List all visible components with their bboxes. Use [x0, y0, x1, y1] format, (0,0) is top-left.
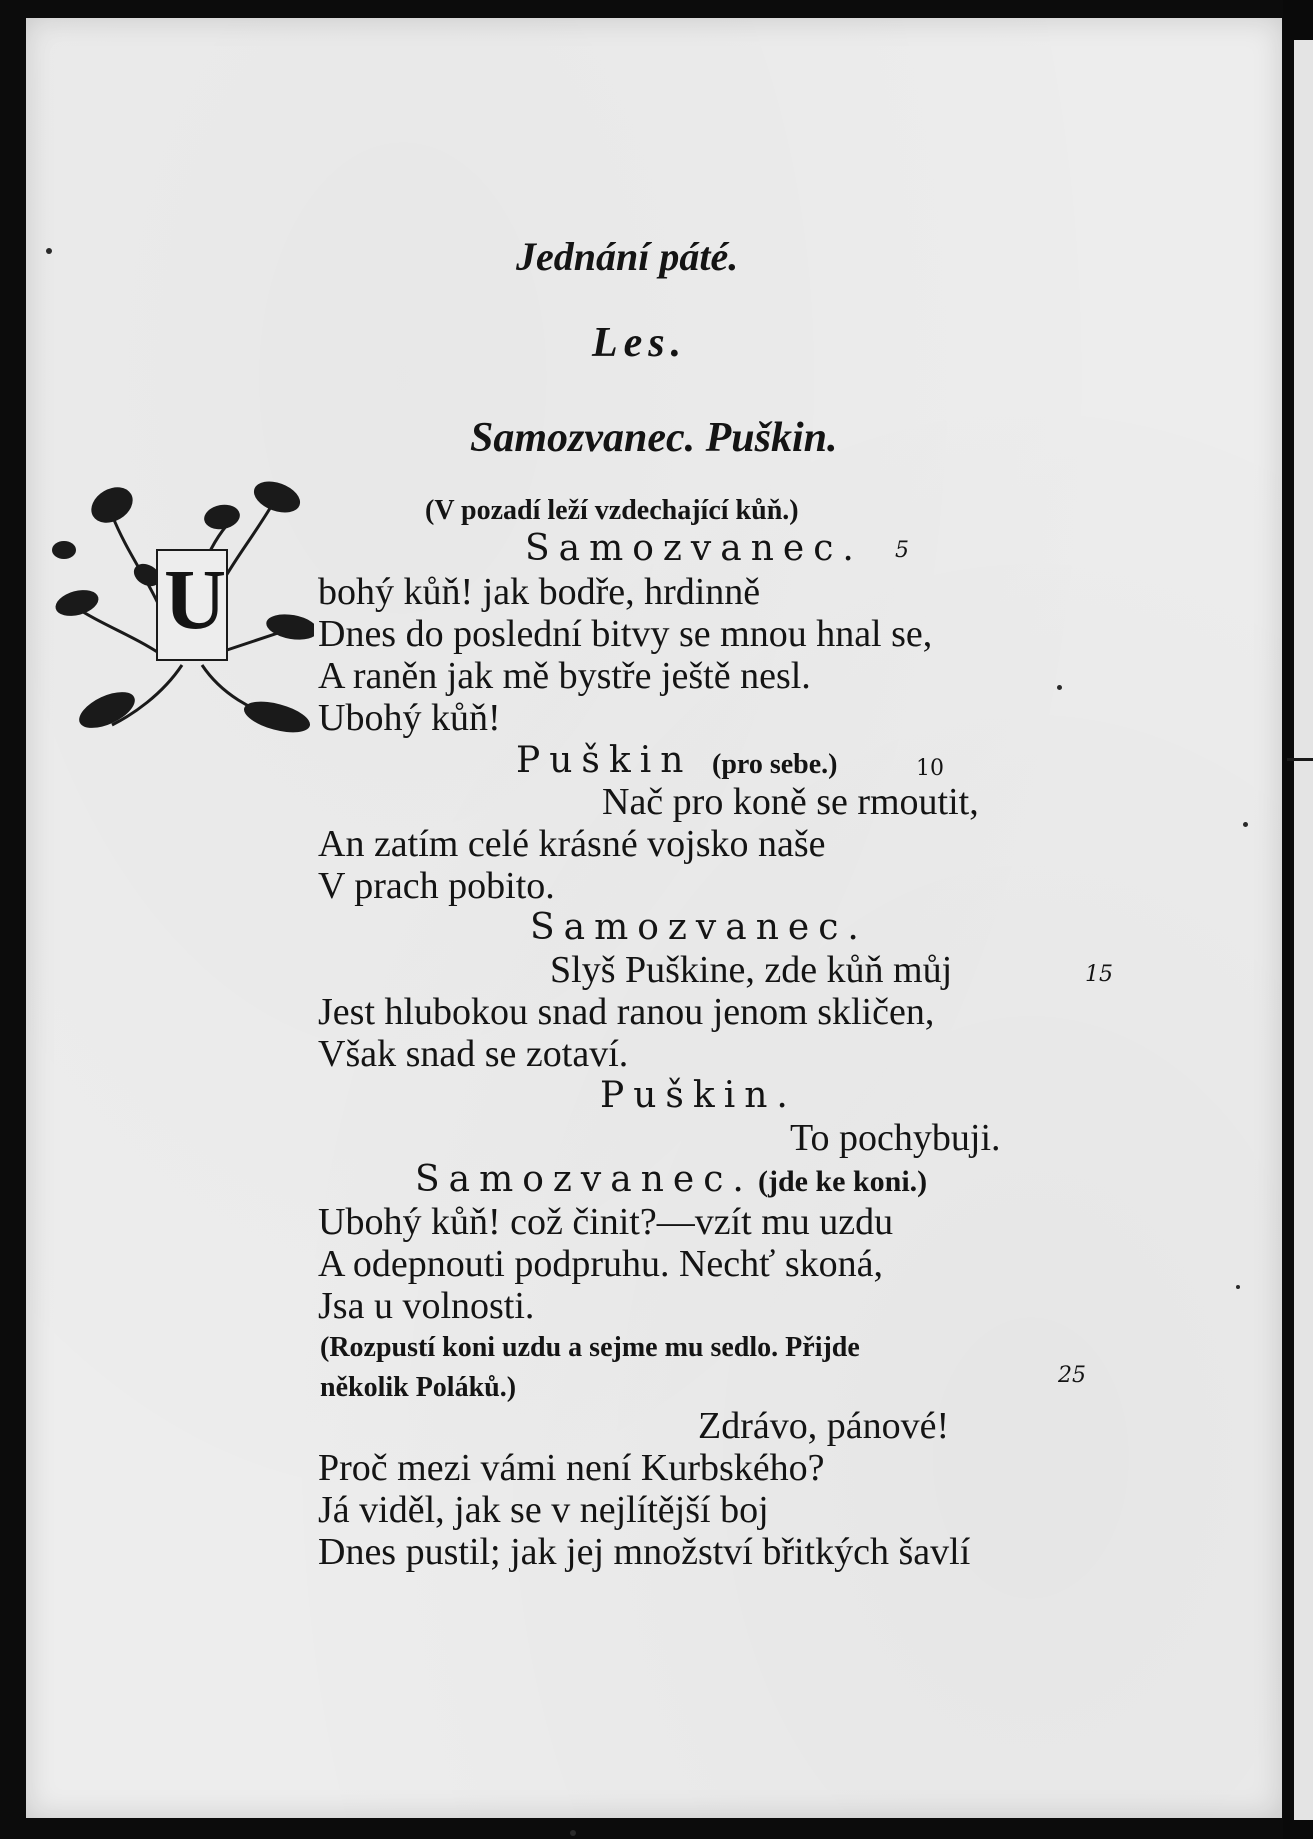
paper-speck	[46, 248, 52, 254]
stage-direction-horse: (V pozadí leží vzdechající kůň.)	[425, 495, 799, 526]
verse-line: Zdrávo, pánové!	[698, 1405, 950, 1447]
paper-speck	[1243, 822, 1248, 827]
verse-line: To pochybuji.	[790, 1117, 1001, 1159]
paper-speck	[570, 1830, 576, 1836]
verse-line: Jest hlubokou snad ranou jenom skličen,	[318, 991, 935, 1033]
speaker-puskin-2: Puškin.	[600, 1075, 797, 1116]
facing-page-edge	[1294, 40, 1313, 1820]
verse-line: Já viděl, jak se v nejlítější boj	[318, 1489, 769, 1531]
verse-line: V prach pobito.	[318, 865, 555, 907]
verse-line: A raněn jak mě bystře ještě nesl.	[318, 655, 811, 697]
drop-cap-letter: U	[164, 551, 227, 647]
persons-heading: Samozvanec. Puškin.	[470, 415, 838, 461]
verse-line: Jsa u volnosti.	[318, 1285, 535, 1327]
speaker-samozvanec-2: Samozvanec.	[530, 907, 868, 948]
verse-line: Dnes pustil; jak jej množství břitkých šavlí	[318, 1531, 971, 1573]
verse-line: Ubohý kůň! což činit?—vzít mu uzdu	[318, 1201, 894, 1243]
verse-line: Dnes do poslední bitvy se mnou hnal se,	[318, 613, 933, 655]
margin-mark-15: 15	[1085, 962, 1113, 987]
paper-speck	[1236, 1285, 1240, 1289]
margin-mark-25: 25	[1058, 1363, 1086, 1388]
paper-speck	[1057, 685, 1062, 690]
verse-line: Nač pro koně se rmoutit,	[602, 781, 979, 823]
speaker-aside-pro-sebe: (pro sebe.)	[712, 749, 838, 780]
margin-mark-10: 10	[916, 756, 944, 781]
margin-mark-5: 5	[895, 538, 909, 563]
act-heading: Jednání páté.	[516, 234, 739, 279]
verse-line: bohý kůň! jak bodře, hrdinně	[318, 571, 761, 613]
facing-page-mark	[1287, 758, 1313, 761]
scene-heading: Les.	[592, 320, 688, 366]
verse-line: A odepnouti podpruhu. Nechť skoná,	[318, 1243, 884, 1285]
speaker-puskin-1: Puškin	[516, 740, 693, 781]
speaker-aside-jde-ke-koni: (jde ke koni.)	[758, 1165, 928, 1198]
stage-direction-saddle-cont: několik Poláků.)	[320, 1372, 517, 1403]
verse-line: Proč mezi vámi není Kurbského?	[318, 1447, 825, 1489]
verse-line: An zatím celé krásné vojsko naše	[318, 823, 826, 865]
speaker-samozvanec-3: Samozvanec.	[415, 1159, 753, 1200]
verse-line: Ubohý kůň!	[318, 697, 501, 739]
verse-line: Však snad se zotaví.	[318, 1033, 629, 1075]
verse-line: Slyš Puškine, zde kůň můj	[550, 949, 953, 991]
stage-direction-saddle: (Rozpustí koni uzdu a sejme mu sedlo. Přijde	[320, 1332, 860, 1363]
speaker-samozvanec-1: Samozvanec.	[525, 528, 863, 569]
